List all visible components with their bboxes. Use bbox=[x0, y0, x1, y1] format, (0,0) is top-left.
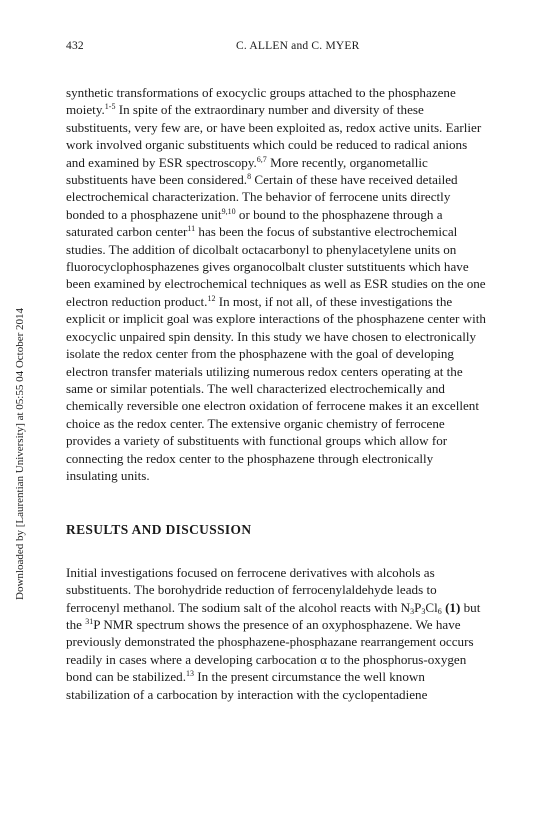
text-run: P bbox=[414, 599, 422, 615]
citation-ref: 6,7 bbox=[256, 154, 267, 164]
page-number: 432 bbox=[66, 40, 84, 52]
text-run: but the bbox=[66, 599, 481, 632]
text-run: In the present circumstance the well known stabilization of a carbocation by interaction with the cyclopentadiene bbox=[66, 669, 428, 702]
text-run: P NMR spectrum shows the presence of an oxyphosphazene. We have previously demonstrated the phosphazene-phosphazane rearrangement occurs readily in cases where a developing carbocation α to the phosphorus-oxygen bond can be stabilized. bbox=[66, 616, 474, 685]
citation-ref: 11 bbox=[187, 224, 196, 234]
text-run: Certain of these have received detailed electrochemical characterization. The behavior of ferrocene units directly bonded to a phosphazene unit bbox=[66, 172, 458, 222]
citation-ref: 12 bbox=[207, 293, 216, 303]
compound-number: (1) bbox=[445, 599, 461, 615]
citation-ref: 1-5 bbox=[104, 102, 116, 112]
text-run: Initial investigations focused on ferrocene derivatives with alcohols as substituents. The borohydride reduction of ferrocenylaldehyde leads to ferrocenyl methanol. The sodium salt of the alcohol reacts with N bbox=[66, 564, 437, 615]
running-title: C. ALLEN and C. MYER bbox=[236, 40, 360, 52]
citation-ref: 8 bbox=[247, 172, 252, 182]
text-run: In spite of the extraordinary number and diversity of these substituents, very few are, or have been exploited as, redox active units. Earlier work involved organic substituents which could be reduced to radical anions and examined by ESR spectroscopy. bbox=[66, 102, 482, 170]
download-note: Downloaded by [Laurentian University] at 05:55 04 October 2014 bbox=[14, 307, 26, 600]
formula-subscript: 3 bbox=[421, 606, 426, 616]
download-sidebar bbox=[4, 0, 24, 836]
isotope-superscript: 31 bbox=[85, 616, 94, 626]
text-run: synthetic transformations of exocyclic groups attached to the phosphazene moiety. bbox=[66, 85, 456, 118]
page-header bbox=[66, 40, 486, 56]
formula-subscript: 3 bbox=[410, 606, 415, 616]
formula-subscript: 6 bbox=[437, 606, 442, 616]
text-run: or bound to the phosphazene through a saturated carbon center bbox=[66, 206, 443, 240]
text-run: has been the focus of substantive electrochemical studies. The addition of dicolbalt octacarbonyl to phenylacetylene units on fluorocyclophosphazenes gives organocolbalt cluster sutstituents which have been examined by electrochemical techniques as well as ESR studies on the one electron reduction product. bbox=[66, 224, 486, 309]
text-run: More recently, organometallic substituents have been considered. bbox=[66, 154, 428, 188]
citation-ref: 9,10 bbox=[221, 206, 236, 216]
section-heading: RESULTS AND DISCUSSION bbox=[66, 522, 252, 538]
article-body bbox=[66, 84, 486, 703]
intro-paragraph bbox=[66, 84, 486, 484]
results-paragraph bbox=[66, 564, 486, 703]
citation-ref: 13 bbox=[186, 669, 194, 679]
text-run: In most, if not all, of these investigations the explicit or implicit goal was explore interactions of the phosphazene center with exocyclic unpaired spin density. In this study we have chosen to electronically isolate the redox center from the phosphazene with the goal of developing electron transfer materials utilizing numerous redox centers operating at the same or similar potentials. The well characterized electrochemically and chemically reversible one electron oxidation of ferrocene makes it an excellent choice as the redox center. The extensive organic chemistry of ferrocene provides a variety of substituents with functional groups which allow for connecting the redox center to the phosphazene through electronically insulating units. bbox=[66, 293, 486, 483]
text-run: Cl bbox=[425, 599, 438, 615]
